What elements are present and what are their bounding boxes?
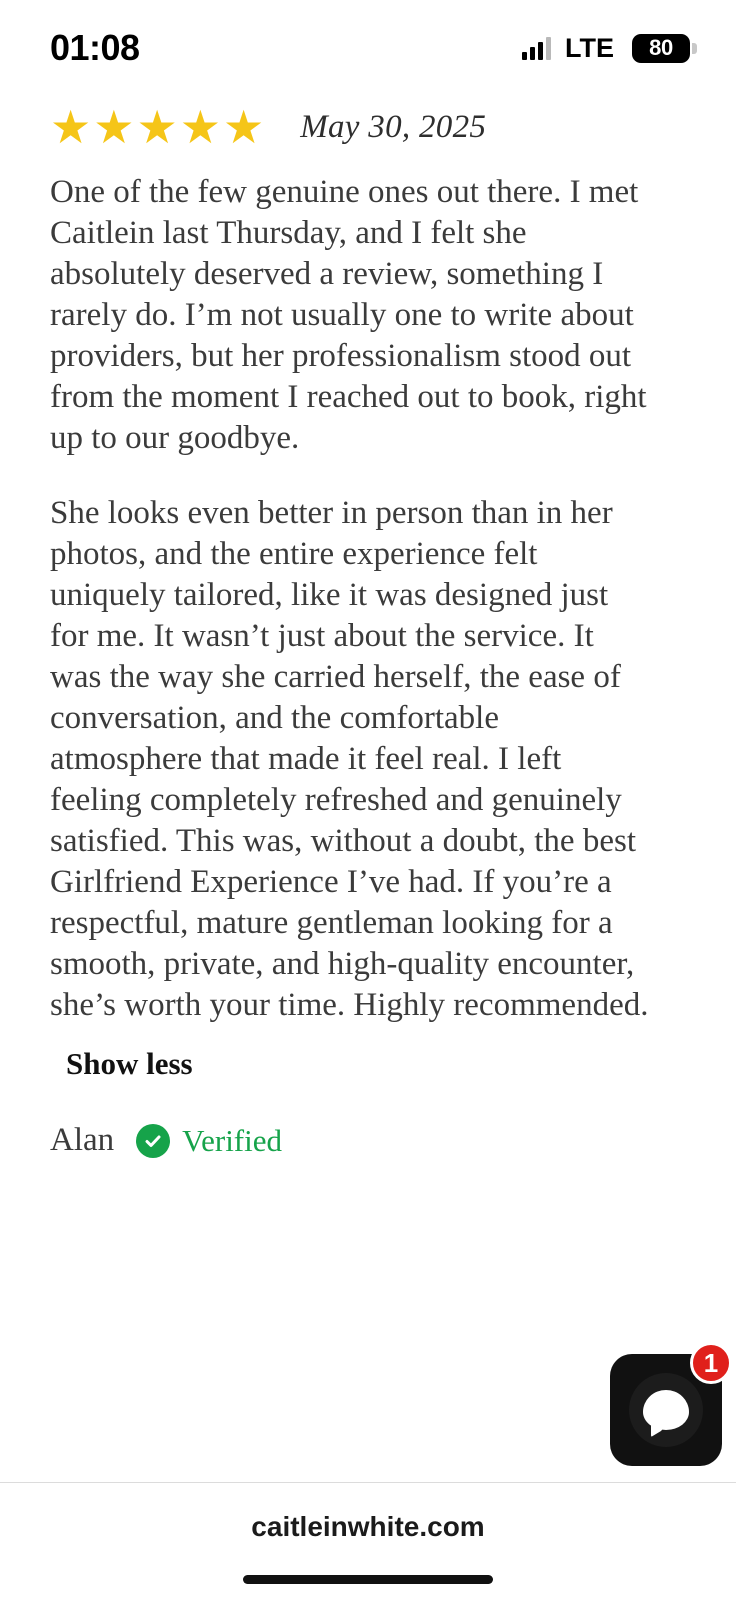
verified-check-icon bbox=[136, 1124, 170, 1158]
status-time: 01:08 bbox=[50, 27, 140, 68]
browser-bottom-bar bbox=[0, 1482, 736, 1600]
status-bar bbox=[0, 0, 736, 96]
star-rating-icon: ★★★★★ bbox=[50, 101, 267, 153]
review-card bbox=[0, 96, 736, 1482]
address-bar-url[interactable]: caitleinwhite.com bbox=[251, 1511, 485, 1542]
cellular-signal-icon bbox=[522, 36, 551, 60]
review-paragraph-1: One of the few genuine ones out there. I met Caitlein last Thursday, and I felt she absolutely deserved a review, something I rarely do. I’m not usually one to write about providers, but her professionalism stood out from the moment I reached out to book, right up to our goodbye. bbox=[50, 174, 647, 456]
review-paragraph-2: She looks even better in person than in her photos, and the entire experience felt uniquely tailored, like it was designed just for me. It wasn’t just about the service. It was the way she carried herself, the ease of conversation, and the comfortable atmosphere that made it feel real. I left feeling completely refreshed and genuinely satisfied. This was, without a doubt, the best Girlfriend Experience I’ve had. If you’re a respectful, mature gentleman looking for a smooth, private, and high-quality encounter, she’s worth your time. Highly recommended. bbox=[50, 495, 649, 1023]
home-indicator[interactable] bbox=[243, 1575, 493, 1584]
chat-bubble-icon bbox=[629, 1373, 703, 1447]
chat-launcher-button[interactable] bbox=[610, 1347, 722, 1466]
review-text bbox=[50, 172, 696, 1026]
battery-icon bbox=[632, 34, 690, 63]
reviewer-row bbox=[50, 1122, 696, 1159]
battery-level-label: 80 bbox=[649, 35, 673, 60]
chat-unread-badge: 1 bbox=[690, 1342, 732, 1384]
show-less-button[interactable]: Show less bbox=[66, 1046, 193, 1081]
review-header bbox=[50, 96, 696, 153]
status-badge bbox=[136, 1123, 282, 1159]
review-date: May 30, 2025 bbox=[300, 108, 487, 145]
verified-label: Verified bbox=[182, 1122, 282, 1158]
network-type-label: LTE bbox=[565, 32, 614, 63]
reviewer-name: Alan bbox=[50, 1122, 115, 1158]
status-indicators bbox=[522, 33, 690, 64]
